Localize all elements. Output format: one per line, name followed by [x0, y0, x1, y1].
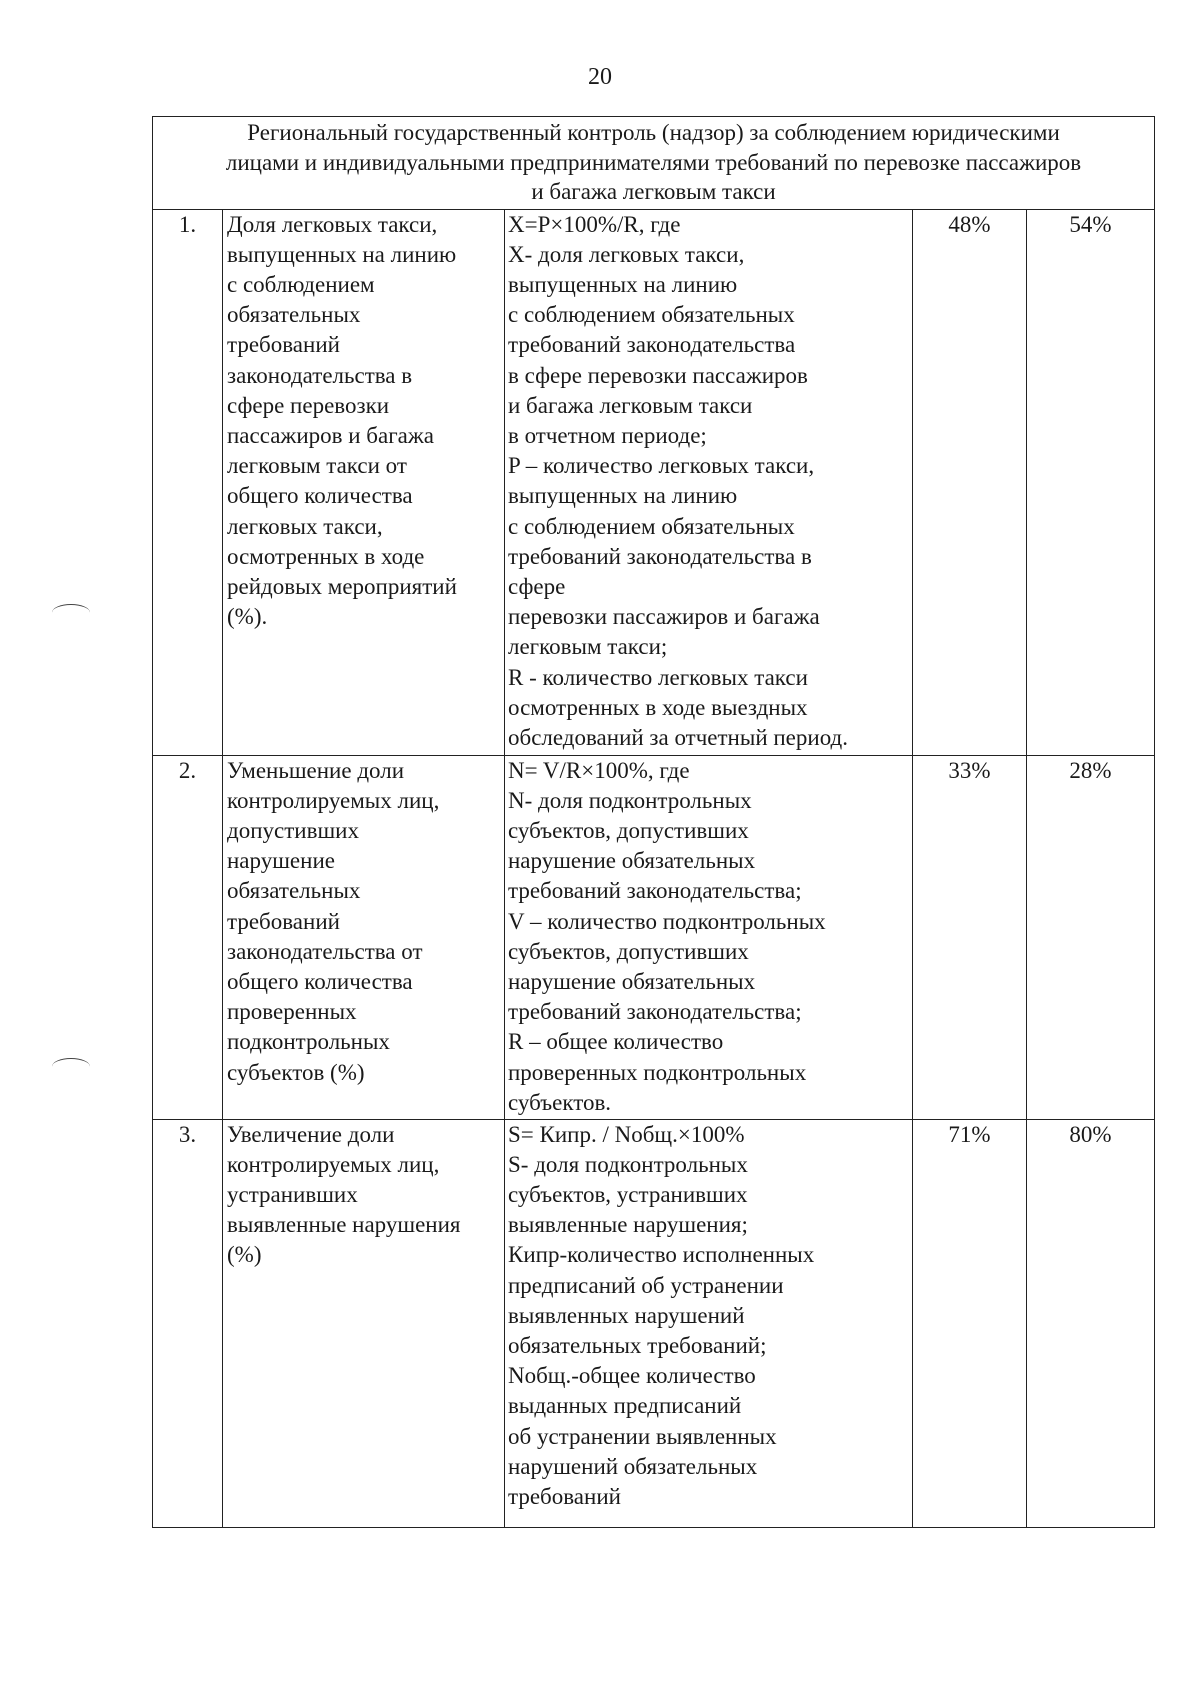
- value-target: 28%: [1027, 755, 1155, 1119]
- calculation-formula: [505, 755, 913, 1119]
- value-current: 33%: [913, 755, 1027, 1119]
- name-line: рейдовых мероприятий: [227, 573, 457, 599]
- name-line: контролируемых лиц,: [227, 1151, 440, 1177]
- indicator-name: [223, 209, 505, 755]
- formula-line: осмотренных в ходе выездных: [508, 694, 808, 720]
- row-number: 2.: [153, 755, 223, 1119]
- formula-line: в отчетном периоде;: [508, 422, 707, 448]
- formula-line: R – общее количество: [508, 1029, 724, 1055]
- value-target: 80%: [1027, 1119, 1155, 1527]
- formula-line: в сфере перевозки пассажиров: [508, 362, 808, 388]
- formula-line: выявленные нарушения;: [508, 1212, 748, 1238]
- value-target: 54%: [1027, 209, 1155, 755]
- formula-line: обязательных требований;: [508, 1332, 767, 1358]
- formula-line: предписаний об устранении: [508, 1272, 784, 1298]
- row-number: 3.: [153, 1119, 223, 1527]
- formula-line: требований законодательства;: [508, 999, 802, 1025]
- header-line: лицами и индивидуальными предпринимателями требований по перевозке пассажиров: [225, 149, 1082, 175]
- name-line: Увеличение доли: [227, 1121, 395, 1147]
- name-line: общего количества: [227, 968, 413, 994]
- name-line: общего количества: [227, 483, 413, 509]
- formula-line: субъектов, устранивших: [508, 1181, 748, 1207]
- name-line: легковых такси,: [227, 513, 383, 539]
- name-line: выявленные нарушения: [227, 1212, 461, 1238]
- formula-line: и багажа легковым такси: [508, 392, 753, 418]
- name-line: легковым такси от: [227, 453, 407, 479]
- name-line: законодательства от: [227, 938, 423, 964]
- formula-line: выпущенных на линию: [508, 483, 738, 509]
- formula-line: выявленных нарушений: [508, 1302, 745, 1328]
- formula-line: нарушение обязательных: [508, 848, 756, 874]
- formula-line: S- доля подконтрольных: [508, 1151, 748, 1177]
- name-line: выпущенных на линию: [227, 241, 457, 267]
- formula-line: субъектов, допустивших: [508, 817, 749, 843]
- formula-line: N- доля подконтрольных: [508, 787, 752, 813]
- formula-line: с соблюдением обязательных: [508, 513, 795, 539]
- page-number: 20: [588, 64, 612, 90]
- name-line: с соблюдением: [227, 271, 375, 297]
- name-line: обязательных: [227, 878, 361, 904]
- indicator-name: [223, 755, 505, 1119]
- name-line: (%): [227, 1242, 262, 1268]
- calculation-formula: [505, 209, 913, 755]
- name-line: контролируемых лиц,: [227, 787, 440, 813]
- row-number: 1.: [153, 209, 223, 755]
- formula-line: легковым такси;: [508, 634, 668, 660]
- formula-line: субъектов, допустивших: [508, 938, 749, 964]
- formula-line: S= Кипр. / Nобщ.×100%: [508, 1121, 745, 1147]
- name-line: обязательных: [227, 302, 361, 328]
- name-line: требований: [227, 908, 340, 934]
- formula-line: проверенных подконтрольных: [508, 1059, 807, 1085]
- formula-line: нарушение обязательных: [508, 968, 756, 994]
- calculation-formula: [505, 1119, 913, 1527]
- formula-line: требований: [508, 1483, 621, 1509]
- indicator-name: [223, 1119, 505, 1527]
- formula-line: перевозки пассажиров и багажа: [508, 604, 820, 630]
- name-line: требований: [227, 332, 340, 358]
- formula-line: V – количество подконтрольных: [508, 908, 826, 934]
- formula-line: с соблюдением обязательных: [508, 302, 795, 328]
- formula-line: субъектов.: [508, 1089, 612, 1115]
- value-current: 71%: [913, 1119, 1027, 1527]
- name-line: проверенных: [227, 999, 357, 1025]
- hole-punch-mark-lower: [52, 1058, 90, 1075]
- formula-line: N= V/R×100%, где: [508, 757, 690, 783]
- name-line: устранивших: [227, 1181, 358, 1207]
- name-line: законодательства в: [227, 362, 413, 388]
- header-line: и багажа легковым такси: [531, 179, 776, 204]
- name-line: (%).: [227, 604, 268, 630]
- name-line: субъектов (%): [227, 1059, 365, 1085]
- formula-line: X=P×100%/R, где: [508, 211, 681, 237]
- name-line: нарушение: [227, 848, 335, 874]
- name-line: Доля легковых такси,: [227, 211, 438, 237]
- formula-line: требований законодательства: [508, 332, 796, 358]
- formula-line: требований законодательства;: [508, 878, 802, 904]
- formula-line: об устранении выявленных: [508, 1423, 777, 1449]
- name-line: пассажиров и багажа: [227, 422, 434, 448]
- formula-line: X- доля легковых такси,: [508, 241, 745, 267]
- formula-line: Nобщ.-общее количество: [508, 1363, 756, 1389]
- formula-line: P – количество легковых такси,: [508, 453, 815, 479]
- indicators-table: [152, 116, 1155, 1528]
- name-line: допустивших: [227, 817, 359, 843]
- formula-line: обследований за отчетный период.: [508, 724, 848, 750]
- formula-line: Кипр-количество исполненных: [508, 1242, 815, 1268]
- formula-line: сфере: [508, 573, 566, 599]
- formula-line: выданных предписаний: [508, 1393, 742, 1419]
- formula-line: R - количество легковых такси: [508, 664, 808, 690]
- hole-punch-mark-upper: [52, 604, 90, 621]
- name-line: осмотренных в ходе: [227, 543, 425, 569]
- section-header: [153, 117, 1155, 210]
- table-row: [153, 209, 1155, 755]
- table-header-row: [153, 117, 1155, 210]
- name-line: сфере перевозки: [227, 392, 390, 418]
- value-current: 48%: [913, 209, 1027, 755]
- formula-line: выпущенных на линию: [508, 271, 738, 297]
- table-row: [153, 1119, 1155, 1527]
- formula-line: нарушений обязательных: [508, 1453, 758, 1479]
- table-row: [153, 755, 1155, 1119]
- name-line: Уменьшение доли: [227, 757, 405, 783]
- header-line: Региональный государственный контроль (надзор) за соблюдением юридическими: [247, 120, 1060, 145]
- formula-line: требований законодательства в: [508, 543, 812, 569]
- name-line: подконтрольных: [227, 1029, 390, 1055]
